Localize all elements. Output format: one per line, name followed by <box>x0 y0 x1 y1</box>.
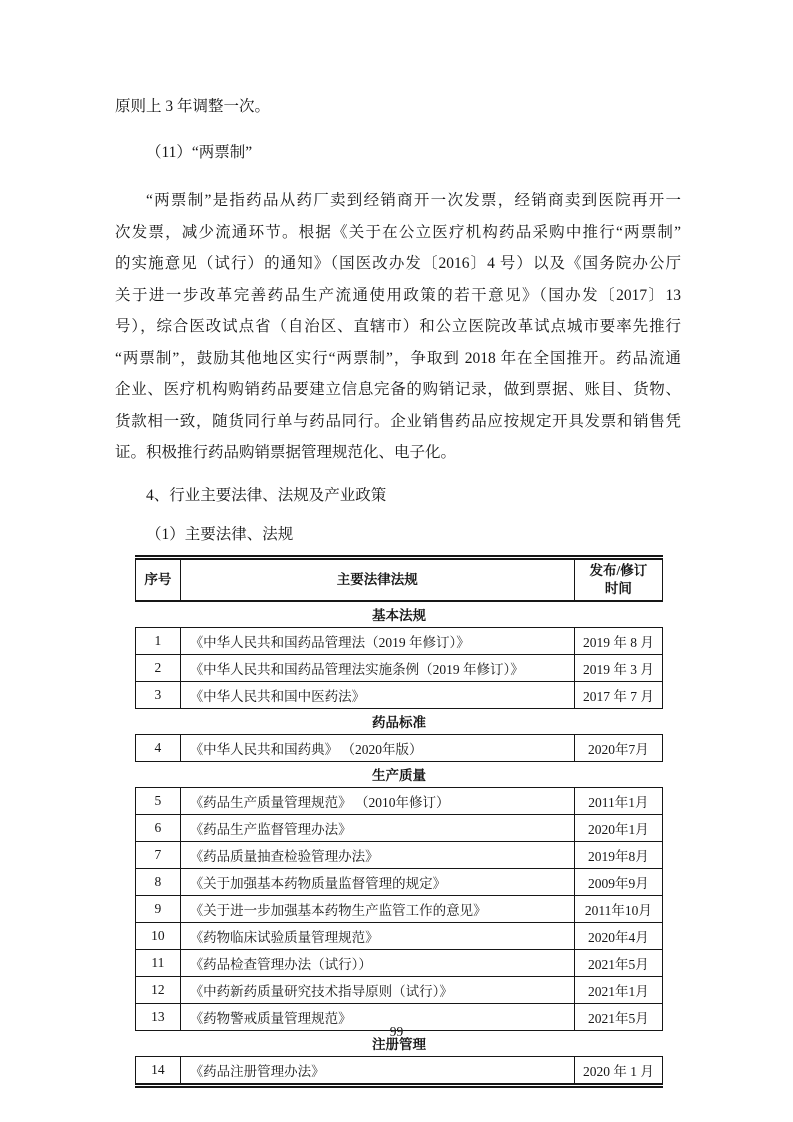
table-row <box>136 976 663 1003</box>
paragraph-line: “两票制”，鼓励其他地区实行“两票制”，争取到 2018 年在全国推开。药品流通 <box>115 349 681 367</box>
cell-no: 13 <box>136 1003 181 1030</box>
cell-no: 14 <box>136 1056 181 1085</box>
cell-date: 2009年9月 <box>574 868 662 895</box>
cell-law: 《药品质量抽查检验管理办法》 <box>180 841 574 868</box>
paragraph-tail-line: 原则上 3 年调整一次。 <box>115 98 271 115</box>
section-label: 注册管理 <box>136 1030 663 1056</box>
paragraph-line: 的实施意见（试行）的通知》（国医改办发〔2016〕4 号）以及《国务院办公厅 <box>115 255 681 272</box>
cell-no: 10 <box>136 922 181 949</box>
cell-no: 5 <box>136 787 181 814</box>
paragraph-line: 次发票，减少流通环节。根据《关于在公立医疗机构药品采购中推行“两票制” <box>115 223 681 241</box>
header-cell-date <box>574 557 662 601</box>
paragraph-line: 企业、医疗机构购销药品要建立信息完备的购销记录，做到票据、账目、货物、 <box>115 381 681 398</box>
cell-law: 《药品注册管理办法》 <box>180 1056 574 1085</box>
section-row <box>136 708 663 734</box>
paragraph-line: 货款相一致，随货同行单与药品同行。企业销售药品应按规定开具发票和销售凭 <box>115 412 681 430</box>
section-label: 基本法规 <box>136 601 663 628</box>
cell-date: 2019年8月 <box>574 841 662 868</box>
cell-no: 9 <box>136 895 181 922</box>
paragraph-line: 关于进一步改革完善药品生产流通使用政策的若干意见》（国办发〔2017〕13 <box>115 286 681 304</box>
cell-no: 7 <box>136 841 181 868</box>
cell-no: 4 <box>136 734 181 761</box>
cell-no: 8 <box>136 868 181 895</box>
header-date-line2: 时间 <box>604 580 632 596</box>
table-row <box>136 787 663 814</box>
cell-no: 1 <box>136 627 181 654</box>
section-row <box>136 601 663 628</box>
cell-date: 2019 年 3 月 <box>574 654 662 681</box>
cell-no: 12 <box>136 976 181 1003</box>
table-row <box>136 868 663 895</box>
table-row <box>136 841 663 868</box>
cell-date: 2021年5月 <box>574 1003 662 1030</box>
cell-date: 2020年7月 <box>574 734 662 761</box>
section-row <box>136 761 663 787</box>
table-row <box>136 627 663 654</box>
heading-main-laws: （1）主要法律、法规 <box>146 525 294 543</box>
cell-date: 2011年1月 <box>574 787 662 814</box>
cell-law: 《中药新药质量研究技术指导原则（试行）》 <box>180 976 574 1003</box>
cell-law: 《中华人民共和国药品管理法实施条例（2019 年修订）》 <box>180 654 574 681</box>
cell-no: 2 <box>136 654 181 681</box>
paragraph-line: 号），综合医改试点省（自治区、直辖市）和公立医院改革试点城市要率先推行 <box>115 318 681 335</box>
table-row <box>136 681 663 708</box>
table-row <box>136 654 663 681</box>
paragraph-line: “两票制”是指药品从药厂卖到经销商开一次发票，经销商卖到医院再开一 <box>146 192 681 209</box>
cell-law: 《药物警戒质量管理规范》 <box>180 1003 574 1030</box>
cell-law: 《药品检查管理办法（试行）） <box>180 949 574 976</box>
cell-law: 《关于进一步加强基本药物生产监管工作的意见》 <box>180 895 574 922</box>
heading-industry-laws: 4、行业主要法律、法规及产业政策 <box>146 486 387 504</box>
cell-law: 《中华人民共和国中医药法》 <box>180 681 574 708</box>
cell-date: 2011年10月 <box>574 895 662 922</box>
cell-law: 《中华人民共和国药品管理法（2019 年修订）》 <box>180 627 574 654</box>
cell-date: 2020年1月 <box>574 814 662 841</box>
cell-law: 《中华人民共和国药典》 （2020年版） <box>180 734 574 761</box>
cell-date: 2021年1月 <box>574 976 662 1003</box>
cell-no: 3 <box>136 681 181 708</box>
table-row <box>136 1056 663 1085</box>
table-row <box>136 814 663 841</box>
laws-regulations-table <box>135 555 663 1088</box>
table-header-row <box>136 557 663 601</box>
cell-no: 6 <box>136 814 181 841</box>
cell-date: 2021年5月 <box>574 949 662 976</box>
header-cell-law: 主要法律法规 <box>180 557 574 601</box>
table-row <box>136 734 663 761</box>
cell-no: 11 <box>136 949 181 976</box>
cell-law: 《药物临床试验质量管理规范》 <box>180 922 574 949</box>
cell-date: 2017 年 7 月 <box>574 681 662 708</box>
cell-date: 2019 年 8 月 <box>574 627 662 654</box>
section-label: 生产质量 <box>136 761 663 787</box>
header-cell-no: 序号 <box>136 557 181 601</box>
cell-law: 《关于加强基本药物质量监督管理的规定》 <box>180 868 574 895</box>
table-row <box>136 949 663 976</box>
cell-date: 2020 年 1 月 <box>574 1056 662 1085</box>
paragraph-line: 证。积极推行药品购销票据管理规范化、电子化。 <box>115 444 457 461</box>
cell-law: 《药品生产监督管理办法》 <box>180 814 574 841</box>
section-label: 药品标准 <box>136 708 663 734</box>
page-content <box>115 96 681 1088</box>
heading-two-invoice-system: （11）“两票制” <box>146 144 253 161</box>
cell-law: 《药品生产质量管理规范》 （2010年修订） <box>180 787 574 814</box>
page-number: 99 <box>389 1024 404 1039</box>
table-row <box>136 895 663 922</box>
cell-date: 2020年4月 <box>574 922 662 949</box>
paragraph-two-invoice <box>115 185 681 469</box>
table-row <box>136 922 663 949</box>
header-date-line1: 发布/修订 <box>589 562 648 578</box>
